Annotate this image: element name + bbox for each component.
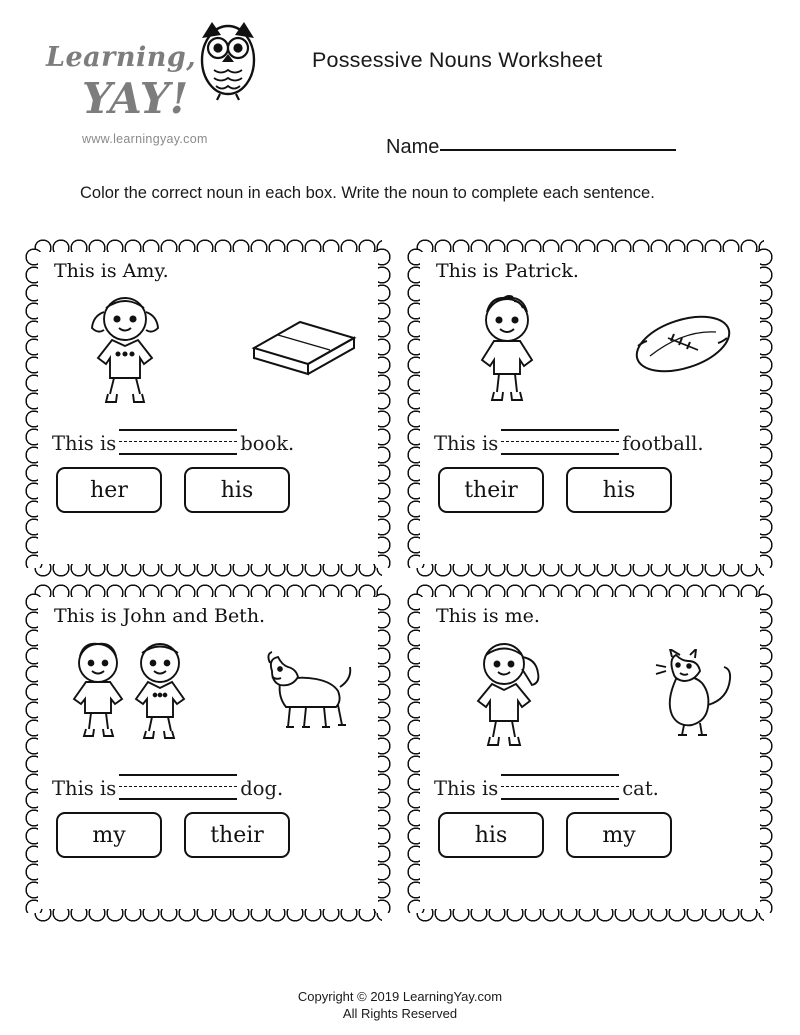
- choice-option[interactable]: my: [566, 812, 672, 858]
- worksheet-card: [18, 583, 400, 928]
- rights-text: All Rights Reserved: [342, 1006, 458, 1022]
- page-title: Possessive Nouns Worksheet: [312, 48, 603, 72]
- sentence-suffix: cat.: [622, 777, 659, 800]
- choice-option[interactable]: his: [566, 467, 672, 513]
- fill-in-sentence: [430, 756, 752, 800]
- choice-row: [430, 467, 752, 513]
- write-blank[interactable]: [501, 774, 619, 800]
- choice-row: [48, 812, 370, 858]
- sentence-prefix: This is: [434, 777, 499, 800]
- write-blank[interactable]: [119, 429, 237, 455]
- sentence-suffix: book.: [240, 432, 295, 455]
- choice-option[interactable]: their: [184, 812, 290, 858]
- choice-option[interactable]: my: [56, 812, 162, 858]
- instructions-text: Color the correct noun in each box. Write the noun to complete each sentence.: [80, 184, 655, 202]
- card-prompt: This is Patrick.: [436, 260, 579, 282]
- logo-url: www.learningyay.com: [82, 132, 208, 146]
- card-prompt: This is me.: [436, 605, 540, 627]
- card-artwork: [48, 631, 370, 756]
- card-prompt: This is John and Beth.: [54, 605, 266, 627]
- site-logo: [38, 12, 288, 162]
- sentence-prefix: This is: [434, 432, 499, 455]
- page-footer: [0, 988, 800, 1023]
- cat-illustration: [646, 649, 744, 743]
- copyright-text: Copyright © 2019 LearningYay.com: [297, 988, 503, 1004]
- card-artwork: [430, 286, 752, 411]
- fill-in-sentence: [48, 756, 370, 800]
- choice-option[interactable]: his: [184, 467, 290, 513]
- girl-ponytail-illustration: [452, 631, 562, 753]
- worksheet-card: [400, 583, 782, 928]
- choice-row: [48, 467, 370, 513]
- logo-text-line1: Learning,: [46, 42, 197, 73]
- fill-in-sentence: [48, 411, 370, 455]
- girl-standing-illustration: [70, 286, 180, 408]
- card-artwork: [48, 286, 370, 411]
- fill-in-sentence: [430, 411, 752, 455]
- name-input-blank[interactable]: [440, 149, 676, 151]
- page-header: [0, 0, 800, 175]
- choice-option[interactable]: his: [438, 812, 544, 858]
- boy-and-girl-illustration: [54, 631, 224, 753]
- card-artwork: [430, 631, 752, 756]
- owl-icon: [188, 12, 268, 102]
- card-body: [48, 260, 370, 558]
- write-blank[interactable]: [501, 429, 619, 455]
- card-prompt: This is Amy.: [54, 260, 169, 282]
- book-illustration: [244, 304, 362, 380]
- choice-option[interactable]: her: [56, 467, 162, 513]
- football-illustration: [622, 304, 744, 384]
- choice-row: [430, 812, 752, 858]
- card-body: [48, 605, 370, 903]
- write-blank[interactable]: [119, 774, 237, 800]
- sentence-prefix: This is: [52, 777, 117, 800]
- name-label: Name: [386, 136, 440, 158]
- dog-illustration: [258, 649, 362, 733]
- sentence-prefix: This is: [52, 432, 117, 455]
- worksheet-card: [400, 238, 782, 583]
- name-field-row: [386, 136, 676, 159]
- sentence-suffix: dog.: [240, 777, 284, 800]
- choice-option[interactable]: their: [438, 467, 544, 513]
- sentence-suffix: football.: [622, 432, 704, 455]
- card-body: [430, 605, 752, 903]
- boy-standing-illustration: [452, 286, 562, 408]
- worksheet-card: [18, 238, 400, 583]
- worksheet-grid: [18, 238, 782, 928]
- logo-text-line2: YAY!: [82, 74, 189, 123]
- card-body: [430, 260, 752, 558]
